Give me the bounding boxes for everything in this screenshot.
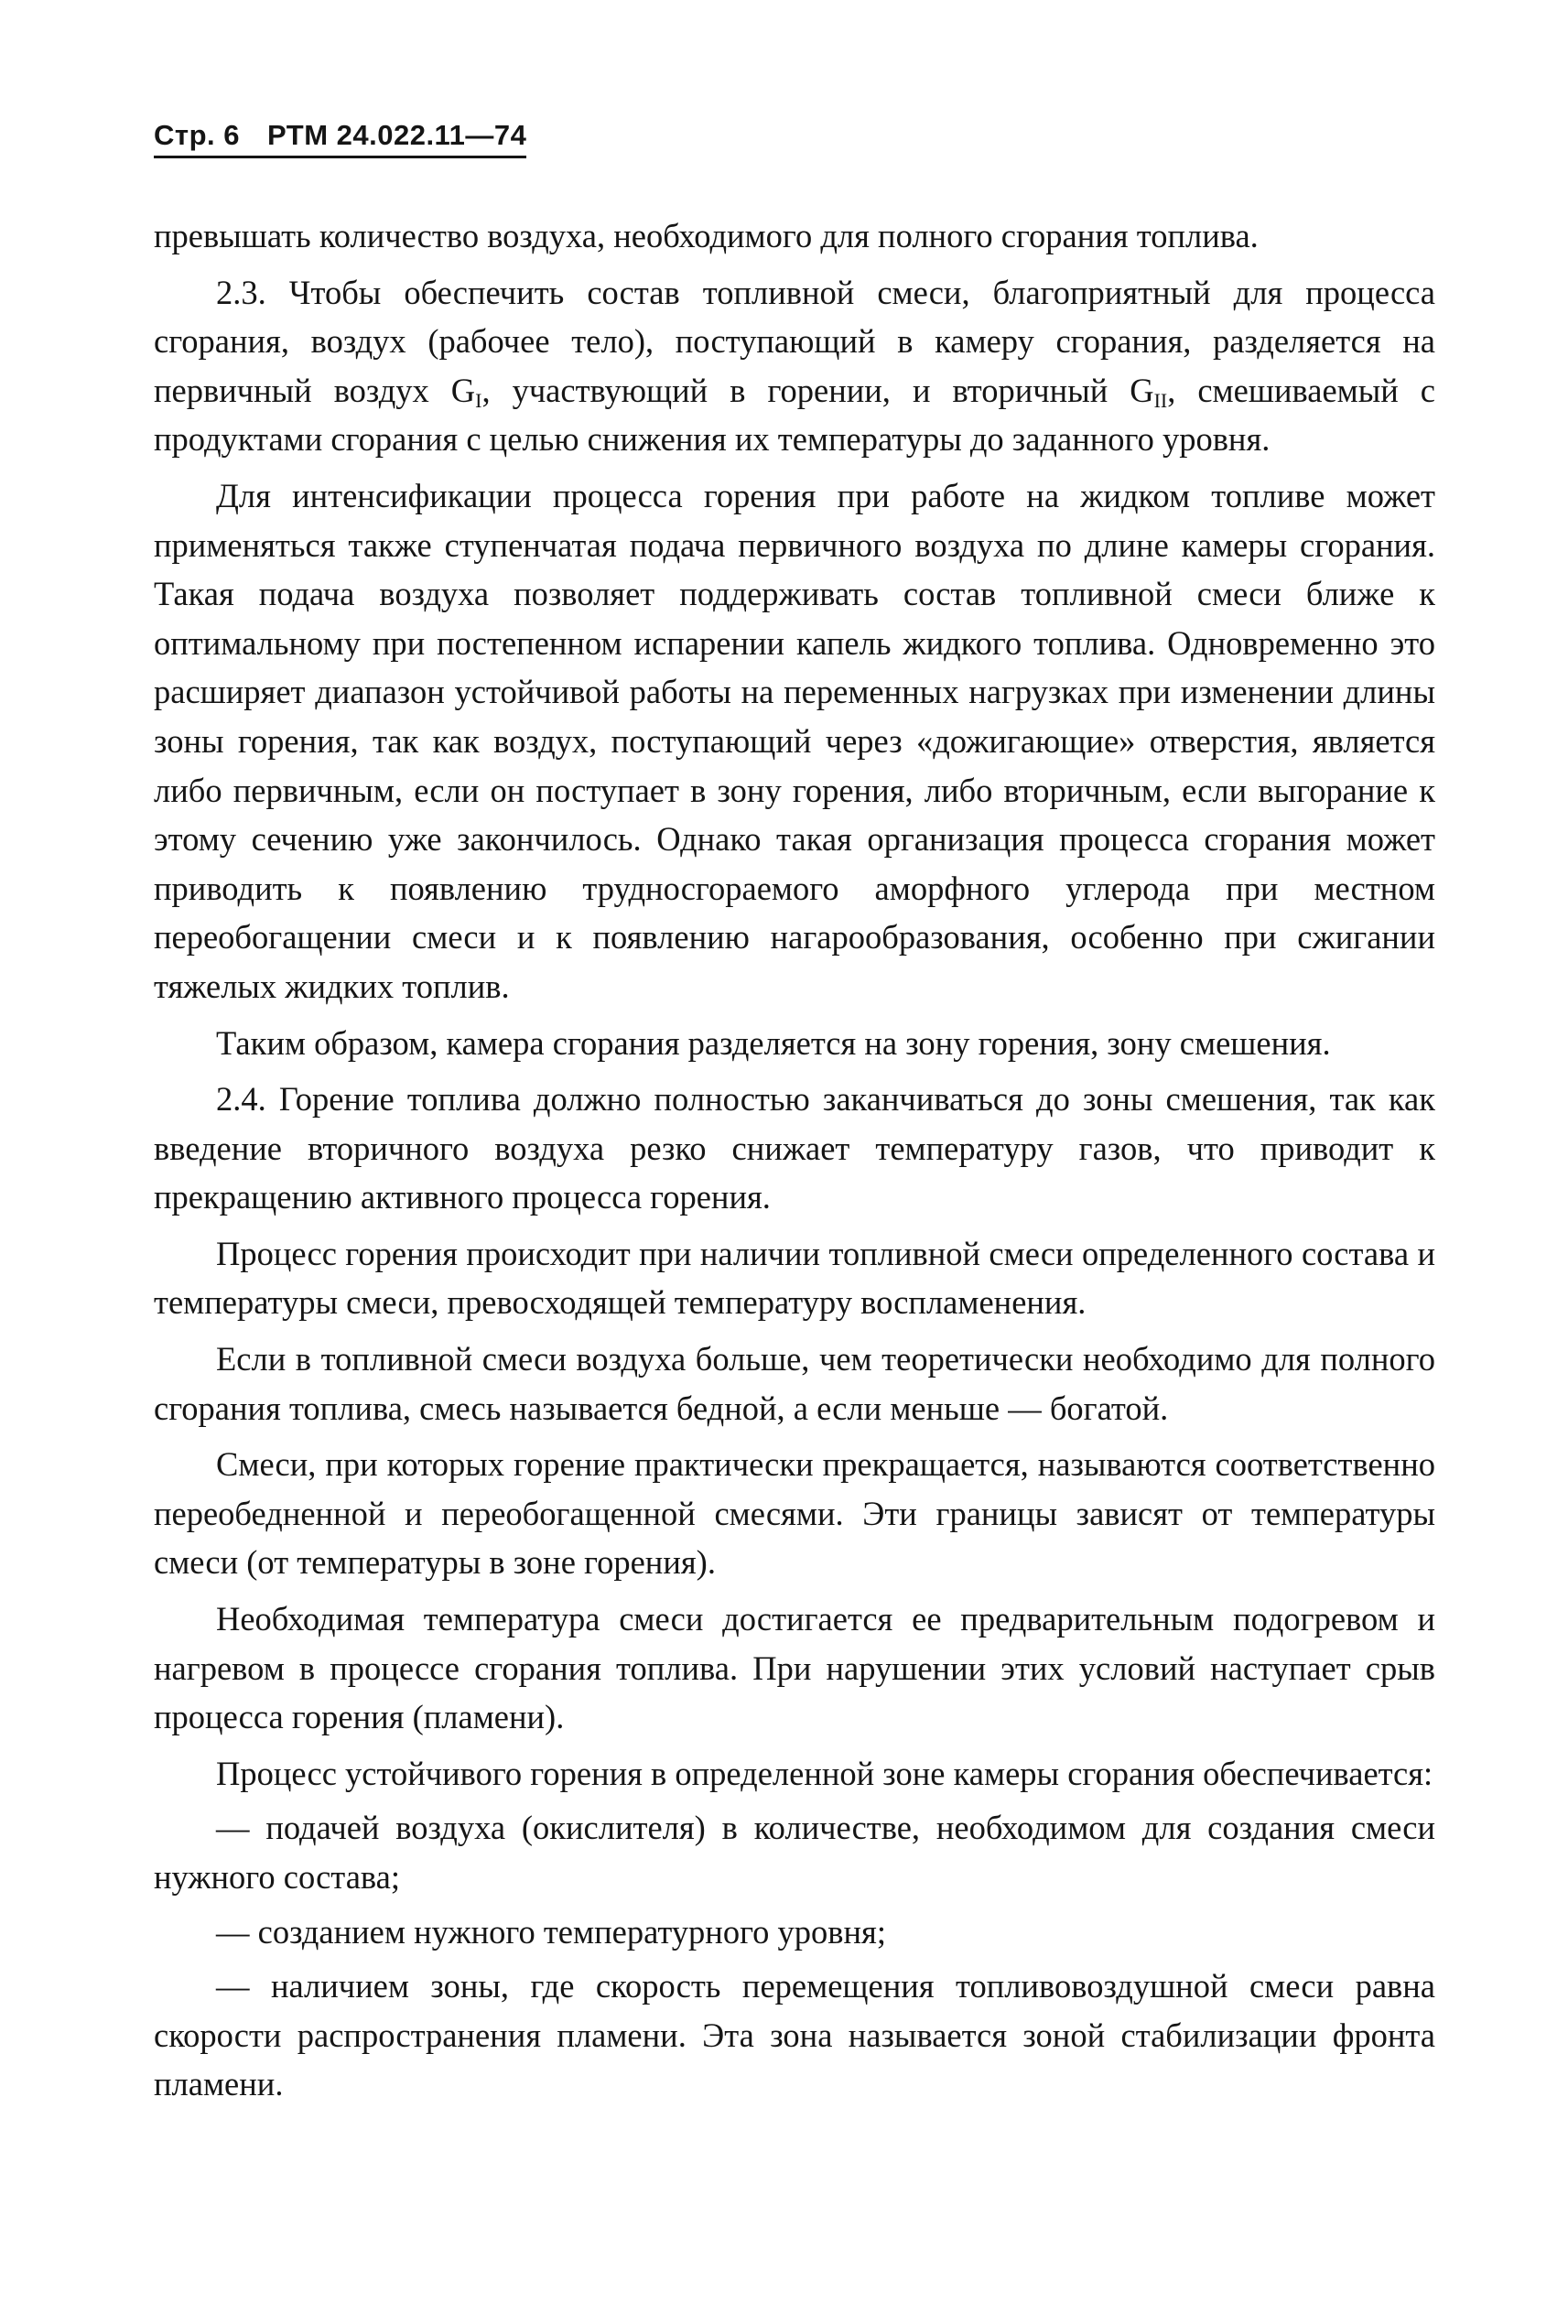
paragraph-1: превышать количество воздуха, необходимого для полного сгорания топлива.: [154, 217, 1259, 254]
paragraph-lean-rich: Если в топливной смеси воздуха больше, чем теоретически необходимо для полного сгорания топлива, смесь называется бедной, а если меньше — богатой.: [154, 1340, 1435, 1427]
paragraph-2-4: 2.4. Горение топлива должно полностью заканчиваться до зоны смешения, так как введение вторичного воздуха резко снижает температуру газов, что приводит к прекращению активного процесса горения.: [154, 1080, 1435, 1216]
paragraph-temperature: Необходимая температура смеси достигается ее предварительным подогревом и нагревом в процессе сгорания топлива. При нарушении этих условий наступает срыв процесса горения (пламени).: [154, 1600, 1435, 1736]
g1-subscript: I: [475, 388, 482, 412]
page-number-label: Стр. 6: [154, 119, 240, 151]
paragraph-zones: Таким образом, камера сгорания разделяется на зону горения, зону смешения.: [216, 1023, 1331, 1062]
list-item-temperature-level: — созданием нужного температурного уровня;: [216, 1912, 886, 1951]
paragraph-2-3-start: 2.3. Чтобы обеспечить состав топливной смеси, благоприятный для процесса сгорания, воздух (рабочее тело), поступающий в камеру сгорания, разделяется на первичный воздух G: [154, 273, 1435, 409]
g2-subscript: II: [1153, 388, 1168, 412]
paragraph-combustion-conditions: Процесс горения происходит при наличии топливной смеси определенного состава и температуры смеси, превосходящей температуру воспламенения.: [154, 1234, 1435, 1322]
paragraph-2-3-end: , смешиваемый с продуктами сгорания с целью снижения их температуры до заданного уровня.: [154, 371, 1435, 459]
paragraph-2-3: [154, 268, 1435, 464]
paragraph-intensification: Для интенсификации процесса горения при работе на жидком топливе может применяться также ступенчатая подача первичного воздуха по длине камеры сгорания. Такая подача воздуха позволяет поддерживать состав топливной смеси ближе к оптимальному при постепенном испарении капель жидкого топлива. Одновременно это расширяет диапазон устойчивой работы на переменных нагрузках при изменении длины зоны горения, так как воздух, поступающий через «дожигающие» отверстия, является либо первичным, если он поступает в зону горения, либо вторичным, если выгорание к этому сечению уже закончилось. Однако такая организация процесса сгорания может приводить к появлению трудносгораемого аморфного углерода при местном переобогащении смеси и к появлению нагарообразования, особенно при сжигании тяжелых жидких топлив.: [154, 476, 1435, 1005]
document-code: РТМ 24.022.11—74: [266, 119, 527, 151]
paragraph-limits: Смеси, при которых горение практически прекращается, называются соответственно переобедненной и переобогащенной смесями. Эти границы зависят от температуры смеси (от температуры в зоне горения).: [154, 1445, 1435, 1582]
paragraph-stable-combustion: Процесс устойчивого горения в определенной зоне камеры сгорания обеспечивается:: [216, 1754, 1433, 1792]
paragraph-2-3-mid: , участвующий в горении, и вторичный G: [481, 371, 1154, 409]
list-item-air-supply: — подачей воздуха (окислителя) в количестве, необходимом для создания смеси нужного состава;: [154, 1809, 1435, 1896]
list-item-stabilization-zone: — наличием зоны, где скорость перемещения топливовоздушной смеси равна скорости распространения пламени. Эта зона называется зоной стабилизации фронта пламени.: [154, 1967, 1435, 2103]
document-body: [154, 211, 1435, 2109]
page-header: [154, 117, 526, 158]
